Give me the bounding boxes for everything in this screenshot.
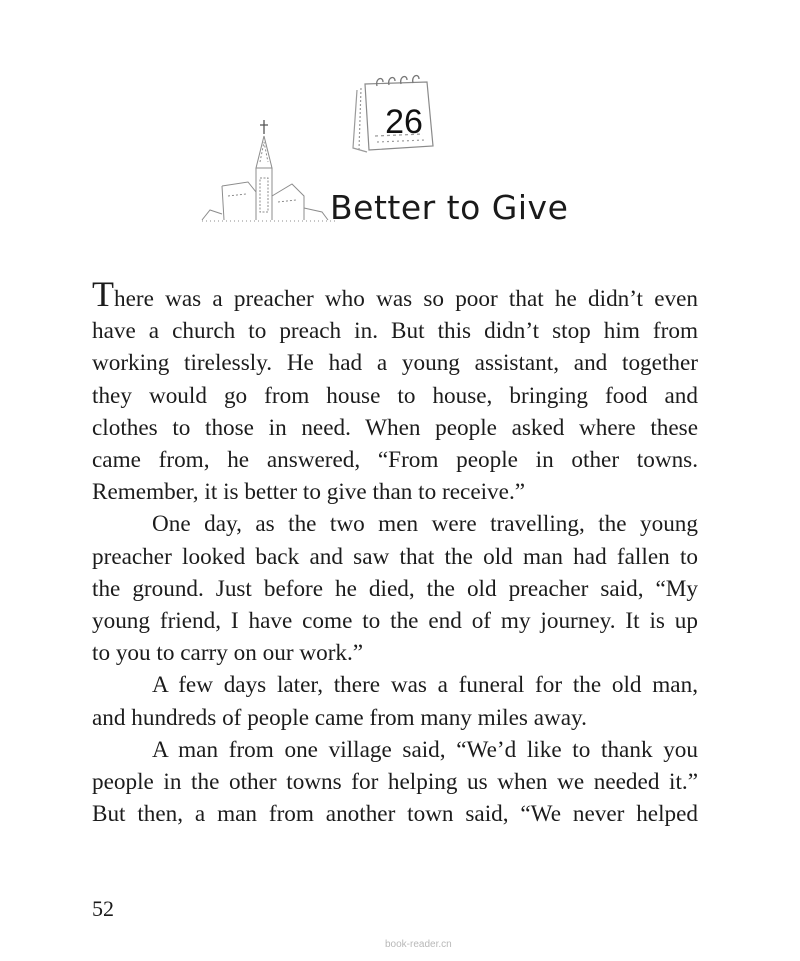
text-line: A few days later, there was a funeral for the old man, — [152, 672, 698, 699]
paragraph-1 — [92, 274, 698, 508]
text-line: preacher looked back and saw that the old man had fallen to — [92, 543, 698, 570]
text-line: and hundreds of people came from many miles away. — [92, 704, 587, 731]
text-line: came from, he answered, “From people in other towns. — [92, 447, 698, 474]
drop-cap: T — [92, 274, 114, 314]
text-line: young friend, I have come to the end of my journey. It is up — [92, 608, 698, 635]
text-line: working tirelessly. He had a young assistant, and together — [92, 350, 698, 377]
text-line: clothes to those in need. When people asked where these — [92, 414, 698, 441]
church-illustration — [200, 112, 340, 222]
text-line: people in the other towns for helping us when we needed it.” — [92, 769, 698, 796]
text-line: here was a preacher who was so poor that he didn’t even — [114, 286, 698, 312]
text-line: they would go from house to house, bringing food and — [92, 382, 698, 409]
chapter-title: Better to Give — [330, 188, 569, 227]
page-number: 52 — [92, 896, 114, 921]
text-line: the ground. Just before he died, the old preacher said, “My — [92, 575, 698, 602]
watermark: book-reader.cn — [385, 939, 452, 950]
paragraph-4 — [92, 734, 698, 831]
text-line: to you to carry on our work.” — [92, 640, 364, 667]
text-line: But then, a man from another town said, “We never helped — [92, 801, 698, 828]
text-line: One day, as the two men were travelling, the young — [152, 511, 698, 538]
text-line: Remember, it is better to give than to receive.” — [92, 479, 526, 506]
text-line: A man from one village said, “We’d like to thank you — [152, 736, 698, 763]
story-text — [92, 274, 698, 830]
chapter-number: 26 — [385, 103, 423, 141]
paragraph-2 — [92, 508, 698, 669]
paragraph-3 — [92, 669, 698, 733]
text-line: have a church to preach in. But this didn’t stop him from — [92, 318, 698, 345]
